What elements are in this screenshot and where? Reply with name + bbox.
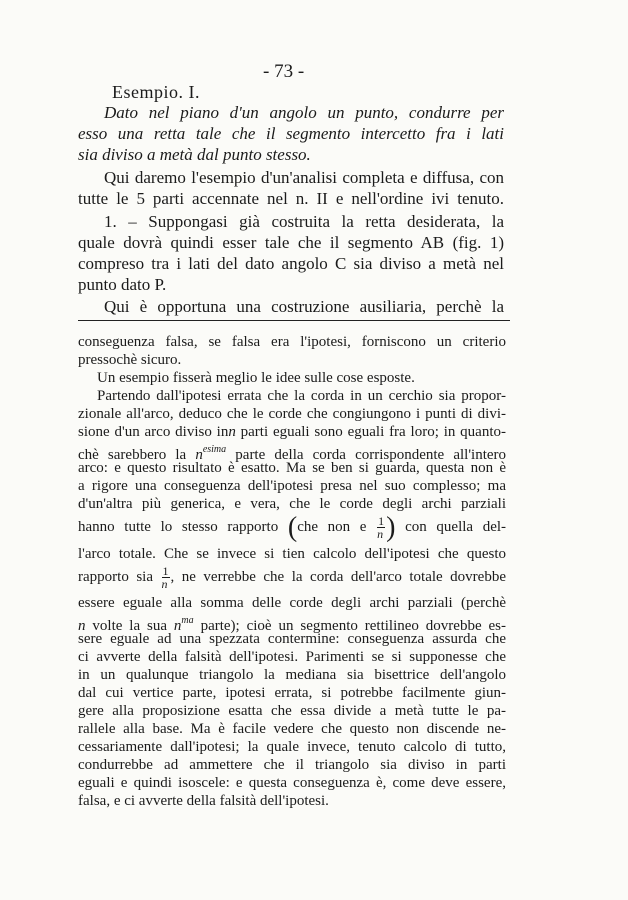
footnote-line-9: a rigore una conseguenza dell'ipotesi presa nel suo complesso; ma bbox=[78, 478, 506, 494]
statement-line-1: Dato nel piano d'un angolo un punto, condurre per bbox=[104, 103, 504, 122]
footnote-line-4: Partendo dall'ipotesi errata che la corda in un cerchio sia propor- bbox=[97, 388, 506, 404]
statement-line-3: sia diviso a metà dal punto stesso. bbox=[78, 145, 311, 164]
body-line-1: Qui daremo l'esempio d'un'analisi completa e diffusa, con bbox=[104, 168, 504, 187]
statement-line-2: esso una retta tale che il segmento intercetto fra i lati bbox=[78, 124, 504, 143]
footnote-line-23: condurrebbe ad ammettere che il triangolo sia diviso in parti bbox=[78, 757, 506, 773]
footnote-line-2: pressochè sicuro. bbox=[78, 352, 182, 368]
footnote-line-8: arco: e questo risultato è esatto. Ma se ben si guarda, questa non è bbox=[78, 460, 506, 476]
body-line-4: quale dovrà quindi esser tale che il segmento AB (fig. 1) bbox=[78, 233, 504, 252]
body-line-3: 1. – Suppongasi già costruita la retta desiderata, la bbox=[104, 212, 504, 231]
footnote-line-6: sione d'un arco diviso inn parti eguali sono eguali fra loro; in quanto- bbox=[78, 424, 507, 440]
example-heading: Esempio. I. bbox=[112, 82, 200, 102]
footnote-line-7: chè sarebbero la $n^{esima}$ parte della corda corrispondente all'intero bbox=[78, 444, 507, 463]
footnote-line-10: d'un'altra più generica, e vera, che le corde degli archi parziali bbox=[78, 496, 506, 512]
footnote-line-24: eguali e quindi isoscele: e questa conseguenza è, come deve essere, bbox=[78, 775, 506, 791]
footnote-line-19: dal cui vertice parte, ipotesi errata, si potrebbe facilmente giun- bbox=[78, 685, 506, 701]
footnote-line-11: hanno tutte lo stesso rapporto (che non e $\frac{1}{n}$ ) con quella del- bbox=[78, 512, 507, 543]
body-line-7: Qui è opportuna una costruzione ausiliaria, perchè la bbox=[104, 297, 504, 316]
fraction-1-over-n: $\frac{1}{n}$ bbox=[377, 514, 385, 542]
footnote-line-20: gere alla proposizione esatta che essa divide a metà tutte le pa- bbox=[78, 703, 506, 719]
footnote-line-17: ci avverte della falsità dell'ipotesi. Parimenti se si supponesse che bbox=[78, 649, 506, 665]
footnote-line-12: l'arco totale. Che se invece si tien calcolo dell'ipotesi che questo bbox=[78, 546, 506, 562]
page-number: - 73 - bbox=[263, 61, 305, 82]
footnote-line-22: cessariamente dall'ipotesi; la quale invece, tenuto calcolo di tutto, bbox=[78, 739, 506, 755]
body-line-6: punto dato P. bbox=[78, 275, 167, 294]
body-line-5: compreso tra i lati del dato angolo C sia diviso a metà nel bbox=[78, 254, 504, 273]
footnote-line-1: conseguenza falsa, se falsa era l'ipotesi, forniscono un criterio bbox=[78, 334, 506, 350]
footnote-line-15: n volte la sua $n^{ma}$ parte); cioè un segmento rettilineo dovrebbe es- bbox=[78, 615, 507, 634]
footnote-line-16: sere eguale ad una spezzata contermine: conseguenza assurda che bbox=[78, 631, 506, 647]
footnote-line-3: Un esempio fisserà meglio le idee sulle cose esposte. bbox=[97, 370, 415, 386]
body-line-2: tutte le 5 parti accennate nel n. II e nell'ordine ivi tenuto. bbox=[78, 189, 504, 208]
footnote-line-14: essere eguale alla somma delle corde degli archi parziali (perchè bbox=[78, 595, 506, 611]
footnote-line-5: zionale all'arco, deduco che le corde che congiungono i punti di divi- bbox=[78, 406, 506, 422]
footnote-line-25: falsa, e ci avverte della falsità dell'ipotesi. bbox=[78, 793, 329, 809]
footnote-line-21: rallele alla base. Ma è facile vedere che questo non discende ne- bbox=[78, 721, 506, 737]
footnote-line-18: in un qualunque triangolo la mediana sia bisettrice dell'angolo bbox=[78, 667, 506, 683]
footnote-rule bbox=[78, 320, 510, 321]
fraction-1-over-n-2: $\frac{1}{n}$ bbox=[161, 564, 169, 592]
footnote-line-13: rapporto sia $\frac{1}{n}$ , ne verrebbe che la corda dell'arco totale dovrebbe bbox=[78, 564, 506, 592]
